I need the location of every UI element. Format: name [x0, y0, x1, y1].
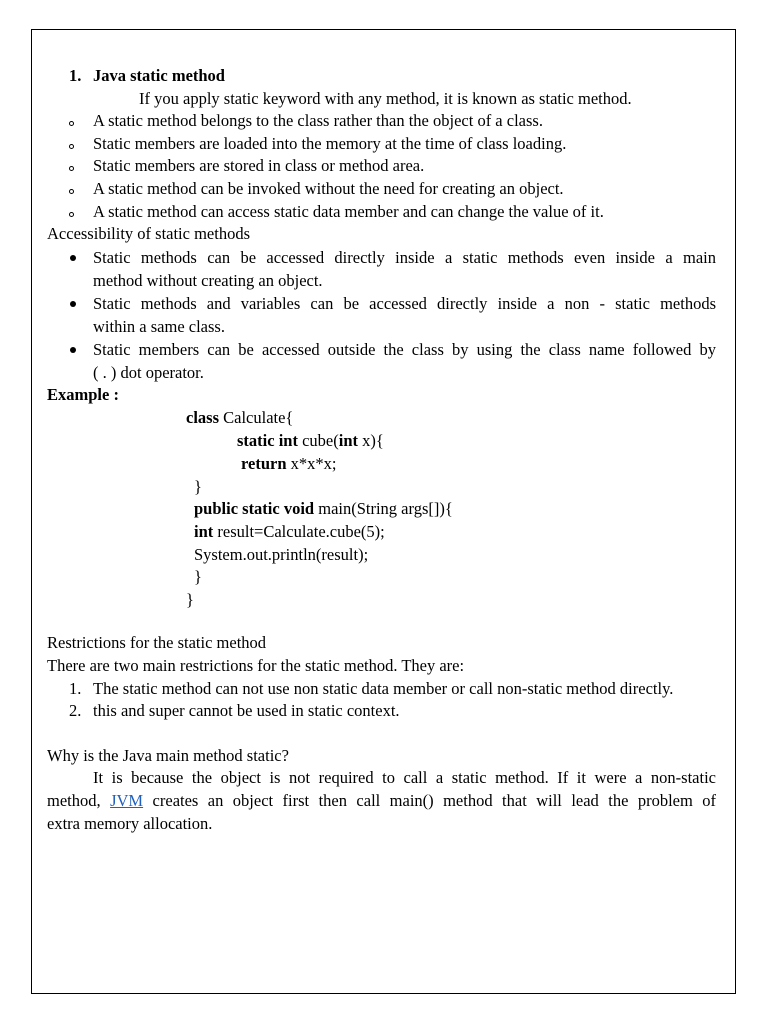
- bullet-text: Static methods can be accessed directly inside a static methods even inside a main: [93, 248, 716, 267]
- code-keyword: public static void: [194, 499, 315, 518]
- list-number: 2.: [69, 701, 82, 720]
- circle-bullet-icon: [69, 212, 74, 217]
- paragraph-line: [47, 791, 716, 811]
- bullet-text: method without creating an object.: [93, 271, 323, 290]
- list-item: A static method can be invoked without the need for creating an object.: [93, 179, 564, 198]
- disc-bullet-icon: [70, 347, 76, 353]
- code-text: result=Calculate.cube(5);: [213, 522, 385, 541]
- paragraph-text: method,: [47, 791, 101, 810]
- code-line: [186, 408, 293, 428]
- code-keyword: return: [241, 454, 287, 473]
- list-item: A static method can access static data member and can change the value of it.: [93, 202, 604, 221]
- code-text: x*x*x;: [286, 454, 337, 473]
- code-text: main(String args[]){: [314, 499, 453, 518]
- restrictions-heading: Restrictions for the static method: [47, 633, 267, 652]
- code-text: cube(: [297, 431, 339, 450]
- circle-bullet-icon: [69, 144, 74, 149]
- code-keyword: int: [338, 431, 358, 450]
- circle-bullet-icon: [69, 189, 74, 194]
- example-label: Example :: [47, 385, 119, 404]
- paragraph-line: extra memory allocation.: [47, 814, 213, 833]
- code-keyword: static int: [237, 431, 298, 450]
- bullet-text: ( . ) dot operator.: [93, 363, 204, 382]
- code-text: Calculate{: [219, 408, 294, 427]
- restrictions-intro: There are two main restrictions for the static method. They are:: [47, 656, 465, 675]
- code-line: }: [194, 477, 202, 496]
- list-item: A static method belongs to the class rather than the object of a class.: [93, 111, 543, 130]
- list-item: this and super cannot be used in static context.: [93, 701, 400, 720]
- paragraph-line: It is because the object is not required to call a static method. If it were a non-static: [93, 768, 716, 787]
- code-text: x){: [358, 431, 384, 450]
- bullet-text: Static members can be accessed outside the class by using the class name followed by: [93, 340, 716, 359]
- code-keyword: class: [186, 408, 219, 427]
- code-keyword: int: [194, 522, 214, 541]
- section-intro: If you apply static keyword with any method, it is known as static method.: [139, 89, 632, 108]
- why-heading: Why is the Java main method static?: [47, 746, 289, 765]
- disc-bullet-icon: [70, 255, 76, 261]
- code-line: [194, 522, 385, 542]
- code-line: System.out.println(result);: [194, 545, 369, 564]
- list-item: The static method can not use non static data member or call non-static method directly.: [93, 679, 674, 698]
- circle-bullet-icon: [69, 166, 74, 171]
- code-line: }: [194, 567, 202, 586]
- code-line: [241, 454, 337, 474]
- code-line: [194, 499, 453, 519]
- code-line: }: [186, 590, 194, 609]
- bullet-text: within a same class.: [93, 317, 225, 336]
- code-line: [237, 431, 384, 451]
- disc-bullet-icon: [70, 301, 76, 307]
- list-item: Static members are loaded into the memory at the time of class loading.: [93, 134, 567, 153]
- list-item: Static members are stored in class or method area.: [93, 156, 425, 175]
- section-title: Java static method: [93, 66, 225, 85]
- jvm-link[interactable]: JVM: [110, 791, 144, 810]
- bullet-text: Static methods and variables can be accessed directly inside a non - static methods: [93, 294, 716, 313]
- paragraph-text: creates an object first then call main() method that will lead the problem of: [152, 791, 717, 810]
- list-number: 1.: [69, 679, 82, 698]
- section-number: 1.: [69, 66, 82, 85]
- circle-bullet-icon: [69, 121, 74, 126]
- accessibility-heading: Accessibility of static methods: [47, 224, 251, 243]
